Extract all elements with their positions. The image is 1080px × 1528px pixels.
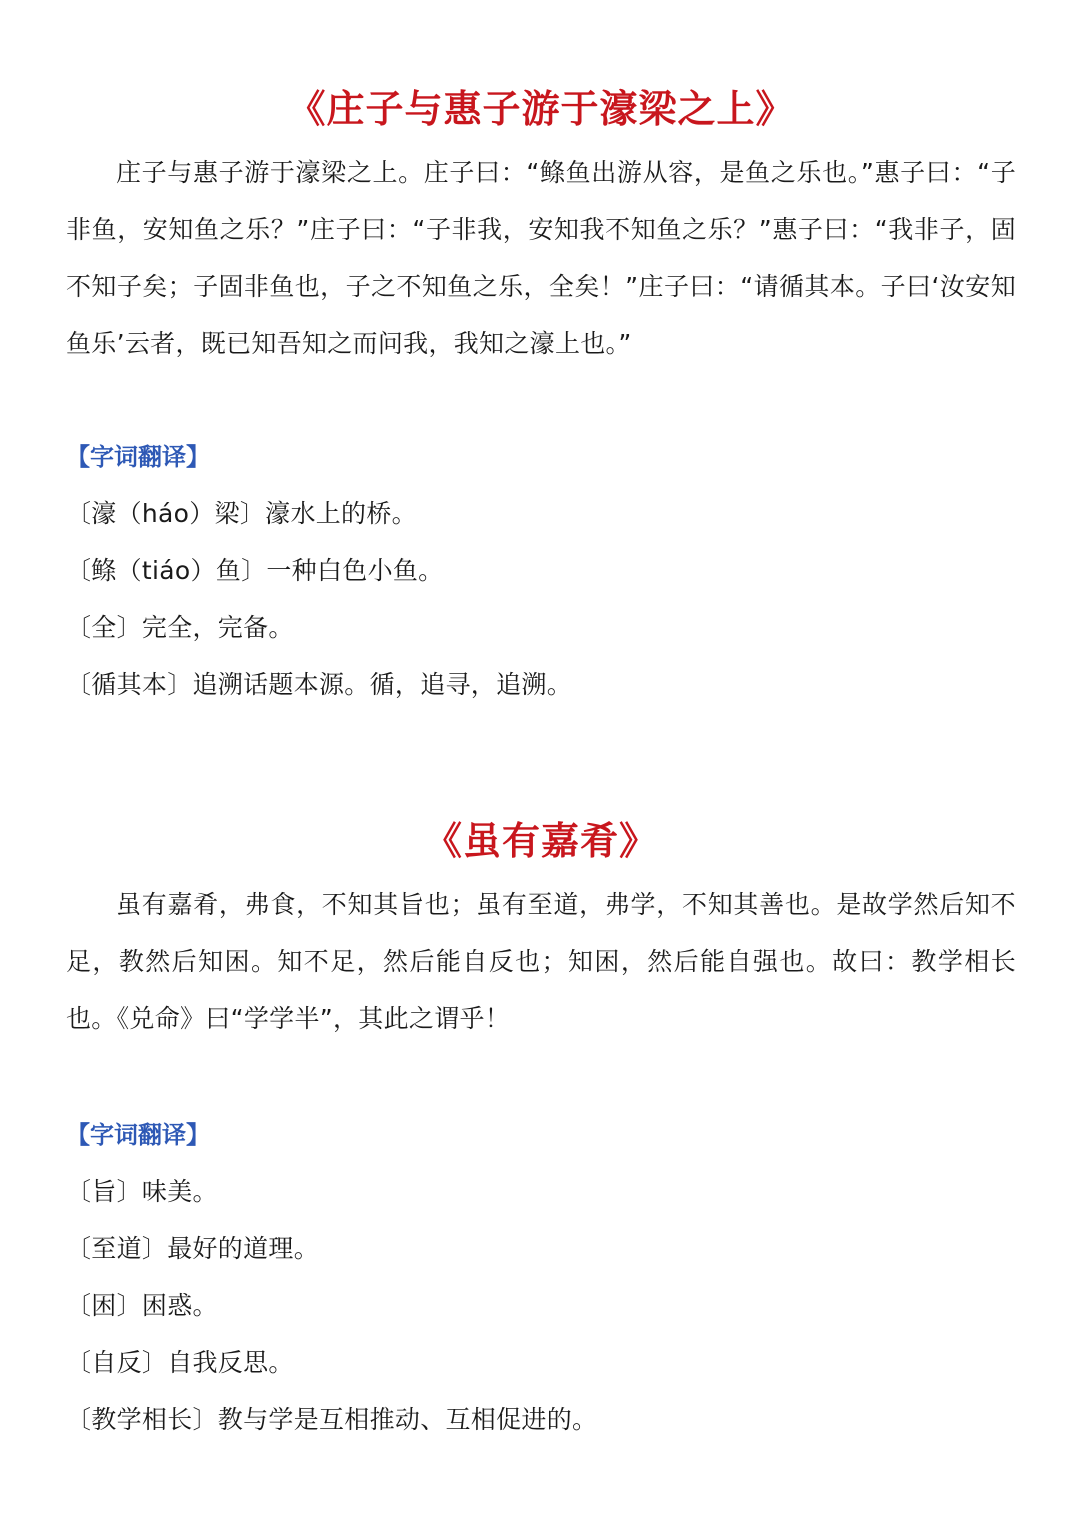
gloss-item: 〔濠（háo）梁〕濠水上的桥。 (66, 499, 417, 528)
section-suiyoujiayao (66, 818, 1016, 1434)
section-title: 《虽有嘉肴》 (423, 819, 658, 863)
section-zhuangzi (66, 86, 1016, 699)
section-title: 《庄子与惠子游于濠梁之上》 (287, 87, 795, 131)
gloss-heading: 【字词翻译】 (66, 443, 210, 471)
gloss-item: 〔至道〕最好的道理。 (66, 1234, 320, 1263)
gloss-item: 〔困〕困惑。 (66, 1291, 218, 1320)
gloss-item: 〔全〕完全，完备。 (66, 613, 294, 642)
passage-text: 庄子与惠子游于濠梁之上。庄子曰：“鲦鱼出游从容，是鱼之乐也。”惠子曰：“子非鱼，安知鱼之乐？”庄子曰：“子非我，安知我不知鱼之乐？”惠子曰：“我非子，固不知子矣；子固非鱼也，子之不知鱼之乐，全矣！”庄子曰：“请循其本。子曰‘汝安知鱼乐’云者，既已知吾知之而问我，我知之濠上也。” (66, 158, 1016, 358)
gloss-list (66, 485, 1016, 713)
gloss-item: 〔自反〕自我反思。 (66, 1348, 294, 1377)
gloss-item: 〔旨〕味美。 (66, 1177, 218, 1206)
gloss-item: 〔教学相长〕教与学是互相推动、互相促进的。 (66, 1405, 598, 1434)
passage-text: 虽有嘉肴，弗食，不知其旨也；虽有至道，弗学，不知其善也。是故学然后知不足，教然后知困。知不足，然后能自反也；知困，然后能自强也。故曰：教学相长也。《兑命》曰“学学半”，其此之谓乎！ (66, 890, 1016, 1033)
gloss-item: 〔循其本〕追溯话题本源。循，追寻，追溯。 (66, 670, 573, 699)
gloss-heading: 【字词翻译】 (66, 1121, 210, 1149)
gloss-item: 〔鲦（tiáo）鱼〕一种白色小鱼。 (66, 556, 444, 585)
gloss-list (66, 1163, 1016, 1448)
